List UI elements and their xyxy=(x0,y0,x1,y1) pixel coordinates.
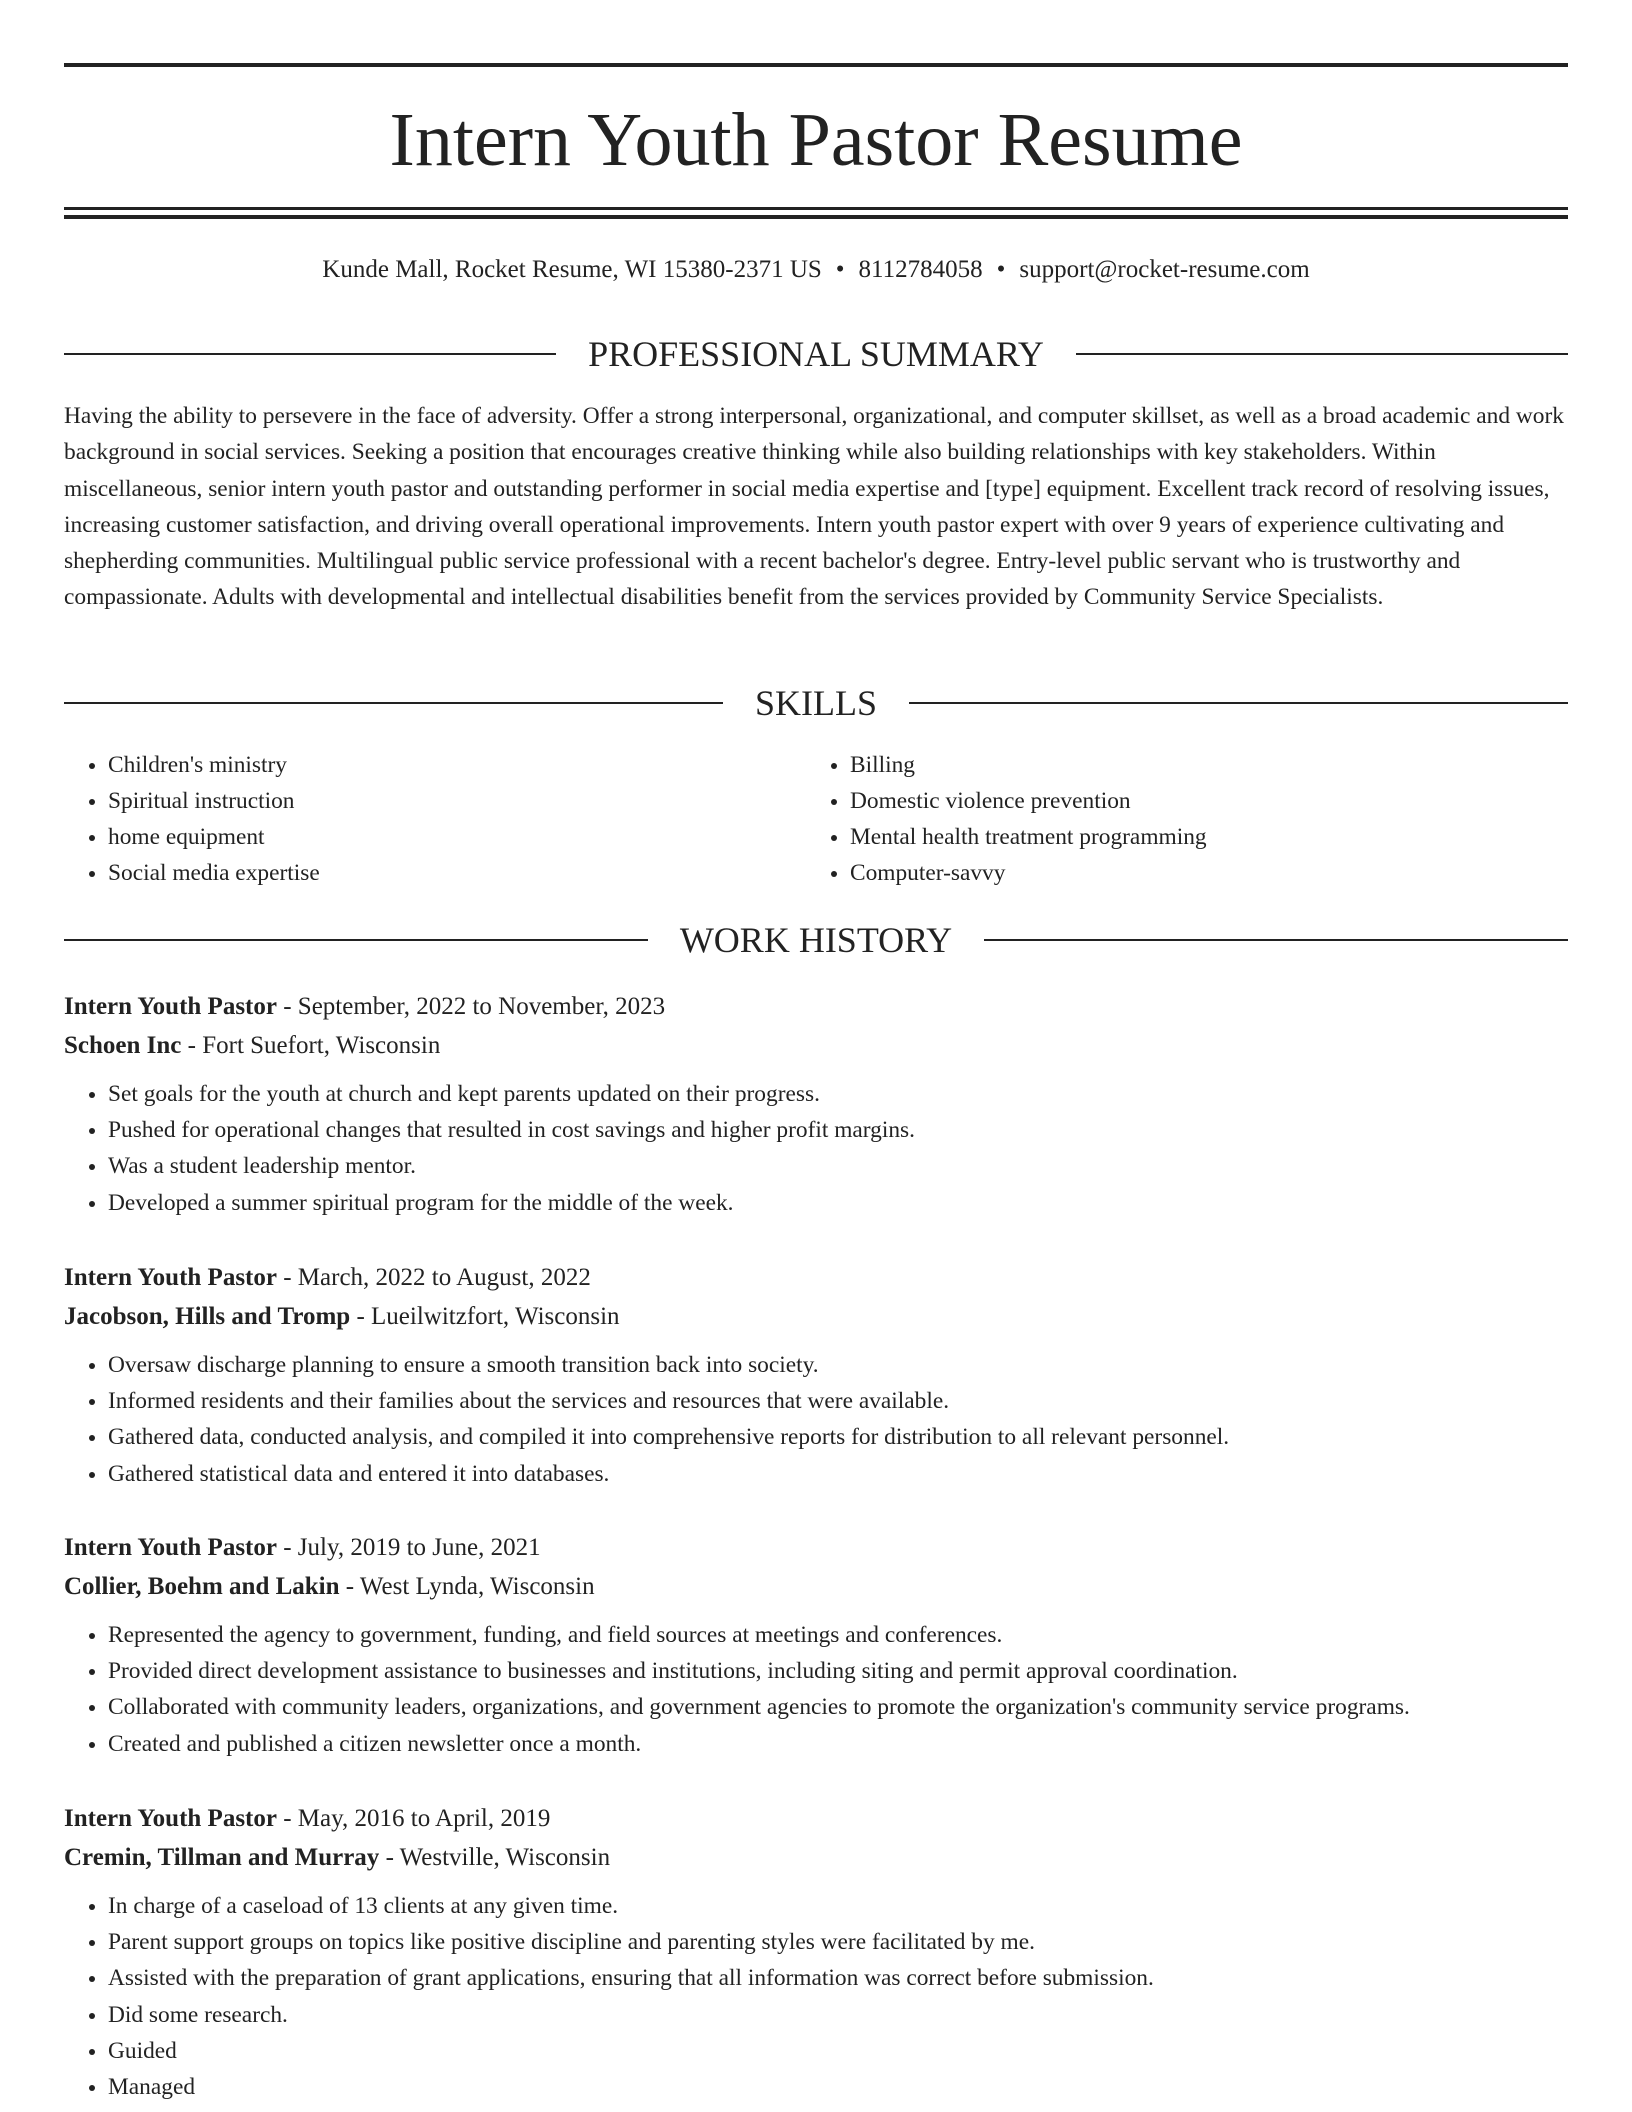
job-bullet: • Parent support groups on topics like positive discipline and parenting styles were facilitated by me. xyxy=(108,1924,1568,1960)
title-rule-lower xyxy=(64,215,1568,219)
job-dates: - September, 2022 to November, 2023 xyxy=(276,993,666,1020)
skill-item: • Social media expertise xyxy=(108,855,806,891)
job-entry xyxy=(64,1258,1568,1492)
job-title: Intern Youth Pastor xyxy=(64,1805,277,1832)
job-bullets xyxy=(64,1347,1568,1492)
job-company-line xyxy=(64,1297,1568,1336)
job-entry xyxy=(64,1528,1568,1762)
job-bullet: • Created and published a citizen newsletter once a month. xyxy=(108,1726,1568,1762)
job-bullets xyxy=(64,1076,1568,1221)
job-company-line xyxy=(64,1838,1568,1877)
skills-heading-label: SKILLS xyxy=(755,683,878,723)
skills-list xyxy=(64,747,1568,891)
job-title-line xyxy=(64,1528,1568,1567)
job-bullet: • Pushed for operational changes that resulted in cost savings and higher profit margins. xyxy=(108,1112,1568,1148)
skill-item: • Spiritual instruction xyxy=(108,783,806,819)
job-bullet: • Gathered statistical data and entered it into databases. xyxy=(108,1456,1568,1492)
job-location: - Lueilwitzfort, Wisconsin xyxy=(350,1303,620,1330)
skills-column-left xyxy=(64,747,806,891)
skill-item: • Billing xyxy=(850,747,1568,783)
skill-item: • home equipment xyxy=(108,819,806,855)
summary-heading xyxy=(64,330,1568,378)
job-bullet: • Was a student leadership mentor. xyxy=(108,1148,1568,1184)
job-bullet: • Managed xyxy=(108,2069,1568,2105)
job-dates: - May, 2016 to April, 2019 xyxy=(276,1805,551,1832)
skill-item: • Domestic violence prevention xyxy=(850,783,1568,819)
job-bullet: • Informed residents and their families about the services and resources that were available. xyxy=(108,1383,1568,1419)
job-title: Intern Youth Pastor xyxy=(64,1534,277,1561)
job-bullet: • Represented the agency to government, funding, and field sources at meetings and conferences. xyxy=(108,1617,1568,1653)
job-location: - West Lynda, Wisconsin xyxy=(339,1573,595,1600)
job-bullet: • Provided direct development assistance to businesses and institutions, including siting and permit approval coordination. xyxy=(108,1653,1568,1689)
skills-heading xyxy=(64,679,1568,727)
summary-heading-label: PROFESSIONAL SUMMARY xyxy=(588,334,1044,374)
job-bullet: • In charge of a caseload of 13 clients at any given time. xyxy=(108,1888,1568,1924)
title-rule-upper xyxy=(64,207,1568,210)
job-bullet: • Guided xyxy=(108,2033,1568,2069)
job-company: Jacobson, Hills and Tromp xyxy=(64,1303,351,1330)
job-bullet: • Assisted with the preparation of grant applications, ensuring that all information was correct before submission. xyxy=(108,1960,1568,1996)
contact-separator: • xyxy=(996,256,1006,283)
heading-rule-left xyxy=(64,939,648,941)
top-rule xyxy=(64,63,1568,67)
resume-title: Intern Youth Pastor Resume xyxy=(389,98,1243,182)
job-location: - Fort Suefort, Wisconsin xyxy=(181,1032,441,1059)
contact-separator: • xyxy=(835,256,845,283)
job-title-line xyxy=(64,987,1568,1026)
skill-item: • Children's ministry xyxy=(108,747,806,783)
job-title: Intern Youth Pastor xyxy=(64,1264,277,1291)
job-location: - Westville, Wisconsin xyxy=(379,1844,611,1871)
job-bullet: • Developed a summer spiritual program for the middle of the week. xyxy=(108,1185,1568,1221)
heading-rule-left xyxy=(64,353,556,355)
job-company: Collier, Boehm and Lakin xyxy=(64,1573,340,1600)
job-bullets xyxy=(64,1888,1568,2105)
job-company-line xyxy=(64,1026,1568,1065)
job-title: Intern Youth Pastor xyxy=(64,993,277,1020)
heading-rule-left xyxy=(64,702,723,704)
job-company-line xyxy=(64,1567,1568,1606)
contact-line xyxy=(64,252,1568,288)
job-dates: - July, 2019 to June, 2021 xyxy=(276,1534,541,1561)
skills-column-right xyxy=(806,747,1568,891)
contact-phone: 8112784058 xyxy=(858,256,983,283)
job-title-line xyxy=(64,1258,1568,1297)
job-company: Cremin, Tillman and Murray xyxy=(64,1844,380,1871)
job-company: Schoen Inc xyxy=(64,1032,182,1059)
job-title-line xyxy=(64,1799,1568,1838)
job-bullet: • Gathered data, conducted analysis, and compiled it into comprehensive reports for distribution to all relevant personnel. xyxy=(108,1419,1568,1455)
job-bullet: • Did some research. xyxy=(108,1997,1568,2033)
skill-item: • Computer-savvy xyxy=(850,855,1568,891)
job-entry xyxy=(64,1799,1568,2105)
heading-rule-right xyxy=(1076,353,1568,355)
skill-item: • Mental health treatment programming xyxy=(850,819,1568,855)
job-bullet: • Oversaw discharge planning to ensure a smooth transition back into society. xyxy=(108,1347,1568,1383)
heading-rule-right xyxy=(984,939,1568,941)
job-bullet: • Collaborated with community leaders, organizations, and government agencies to promote the organization's community service programs. xyxy=(108,1689,1568,1725)
heading-rule-right xyxy=(909,702,1568,704)
summary-text: Having the ability to persevere in the face of adversity. Offer a strong interpersonal, organizational, and computer skillset, as well as a broad academic and work background in social services. Seeking a position that encourages creative thinking while also building relationships with key stakeholders. Within miscellaneous, senior intern youth pastor and outstanding performer in social media expertise and [type] equipment. Excellent track record of resolving issues, increasing customer satisfaction, and driving overall operational improvements. Intern youth pastor expert with over 9 years of experience cultivating and shepherding communities. Multilingual public service professional with a recent bachelor's degree. Entry-level public servant who is trustworthy and compassionate. Adults with developmental and intellectual disabilities benefit from the services provided by Community Service Specialists. xyxy=(64,403,1564,611)
work-heading xyxy=(64,916,1568,964)
contact-email[interactable]: support@rocket-resume.com xyxy=(1019,256,1310,283)
contact-address: Kunde Mall, Rocket Resume, WI 15380-2371 US xyxy=(322,256,822,283)
job-bullets xyxy=(64,1617,1568,1762)
job-entry xyxy=(64,987,1568,1221)
work-heading-label: WORK HISTORY xyxy=(679,920,953,960)
job-dates: - March, 2022 to August, 2022 xyxy=(276,1264,591,1291)
job-bullet: • Set goals for the youth at church and kept parents updated on their progress. xyxy=(108,1076,1568,1112)
